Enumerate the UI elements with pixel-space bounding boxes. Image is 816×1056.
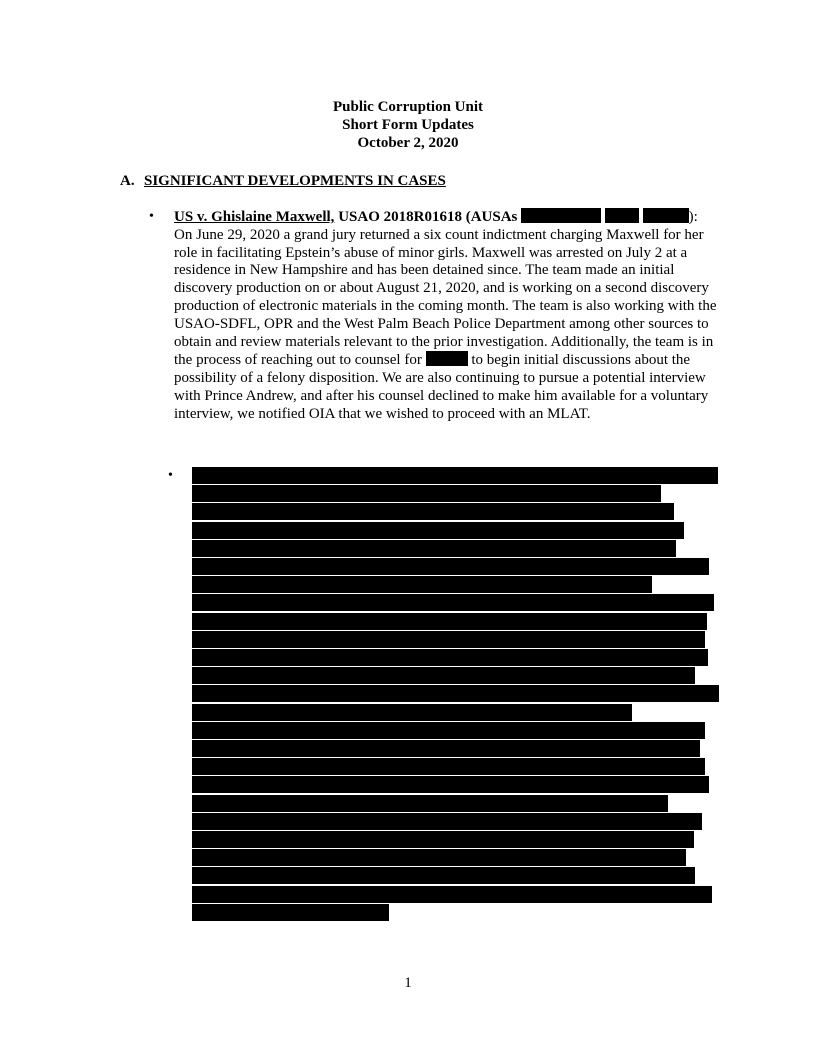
redaction-block: [521, 208, 601, 223]
document-title: Public Corruption Unit: [332, 99, 483, 115]
redaction-bar: [192, 667, 695, 684]
case-entry-maxwell: [174, 208, 722, 424]
redaction-bar: [192, 795, 668, 812]
redaction-bar: [192, 831, 694, 848]
section-heading: [120, 172, 446, 190]
redaction-bar: [192, 722, 705, 739]
redacted-case-bullet: •: [168, 468, 173, 483]
redaction-bar: [192, 558, 709, 575]
redaction-bar: [192, 849, 686, 866]
redaction-bar: [192, 704, 632, 721]
case-after-redaction: ):: [688, 209, 698, 225]
redaction-bar: [192, 886, 712, 903]
redaction-bar: [192, 649, 708, 666]
redaction-block: [605, 208, 639, 223]
document-subtitle: Short Form Updates: [342, 117, 474, 133]
redaction-bar: [192, 576, 652, 593]
redaction-bar: [192, 485, 661, 502]
case-name: US v. Ghislaine Maxwell,: [174, 209, 335, 225]
case-body-continued: to begin initial discussions about the possibility of a felony disposition. We are also continuing to pursue a potential interview with Prince Andrew, and after his counsel declined to make him available for a voluntary interview, we notified OIA that we wished to proceed with an MLAT.: [174, 352, 709, 422]
redaction-bar: [192, 904, 389, 921]
section-number: A.: [120, 173, 135, 189]
redaction-bar: [192, 540, 676, 557]
case-body: On June 29, 2020 a grand jury returned a six count indictment charging Maxwell for her role in facilitating Epstein’s abuse of minor girls. Maxwell was arrested on July 2 at a residence in New Hampshire and has been detained since. The team made an initial discovery production on or about August 21, 2020, and is working on a second discovery production of electronic materials in the coming month. The team is also working with the USAO-SDFL, OPR and the West Palm Beach Police Department among other sources to obtain and review materials relevant to the prior investigation. Additionally, the team is in the process of reaching out to counsel for: [174, 226, 717, 369]
redaction-bar: [192, 594, 714, 611]
redaction-bar: [192, 613, 707, 630]
redaction-bar: [192, 813, 702, 830]
section-title: SIGNIFICANT DEVELOPMENTS IN CASES: [144, 173, 446, 189]
redaction-bar: [192, 776, 709, 793]
case-number: USAO 2018R01618 (AUSAs: [338, 209, 518, 225]
redaction-bar: [192, 503, 674, 520]
redaction-bar: [192, 467, 718, 484]
redaction-bar: [192, 631, 705, 648]
redaction-bar: [192, 740, 700, 757]
redaction-bar: [192, 685, 719, 702]
case-bullet: •: [149, 209, 154, 224]
redaction-bar: [192, 758, 705, 775]
redaction-bar: [192, 867, 695, 884]
page-number: 1: [404, 975, 412, 991]
redaction-block: [426, 351, 468, 366]
redaction-bar: [192, 522, 684, 539]
redaction-block: [643, 208, 689, 223]
document-date: October 2, 2020: [357, 135, 459, 151]
